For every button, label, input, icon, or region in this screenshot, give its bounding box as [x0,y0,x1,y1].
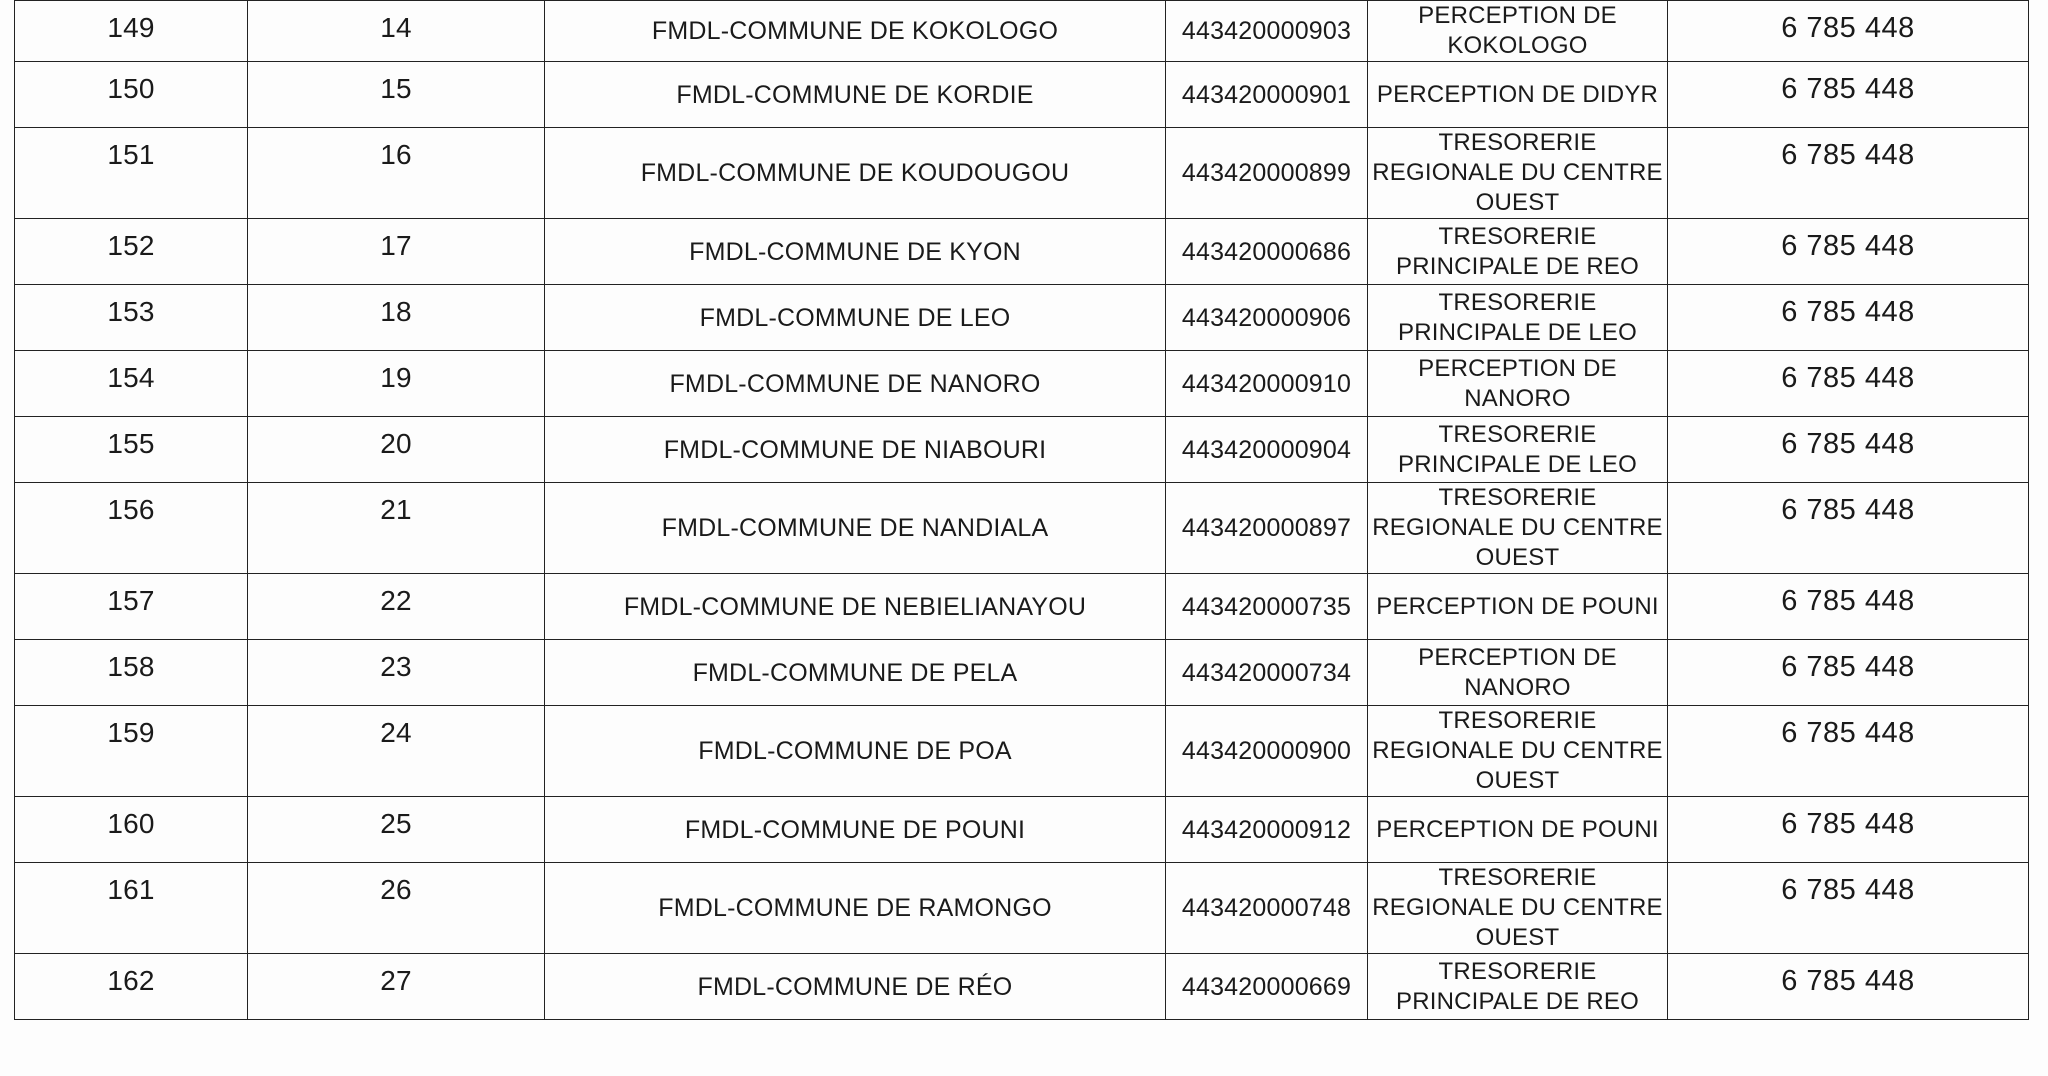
table-row [15,863,2029,954]
table-row [15,285,2029,351]
table-row [15,797,2029,863]
beneficiary-name-cell: FMDL-COMMUNE DE RAMONGO [545,863,1166,954]
order-number-cell: 26 [248,863,545,954]
table-row [15,128,2029,219]
account-number-cell: 443420000906 [1166,285,1368,351]
row-number-cell: 154 [15,351,248,417]
order-number-cell: 21 [248,483,545,574]
table-row [15,62,2029,128]
row-number-cell: 149 [15,1,248,62]
account-number-cell: 443420000910 [1166,351,1368,417]
row-number-cell: 152 [15,219,248,285]
table-row [15,640,2029,706]
row-number-cell: 161 [15,863,248,954]
amount-cell: 6 785 448 [1668,797,2029,863]
allocation-table [14,0,2029,1020]
beneficiary-name-cell: FMDL-COMMUNE DE POA [545,706,1166,797]
account-number-cell: 443420000903 [1166,1,1368,62]
order-number-cell: 23 [248,640,545,706]
account-number-cell: 443420000904 [1166,417,1368,483]
row-number-cell: 159 [15,706,248,797]
account-number-cell: 443420000735 [1166,574,1368,640]
table-row [15,574,2029,640]
amount-cell: 6 785 448 [1668,574,2029,640]
amount-cell: 6 785 448 [1668,128,2029,219]
amount-cell: 6 785 448 [1668,62,2029,128]
account-number-cell: 443420000669 [1166,954,1368,1020]
accounting-post-cell: TRESORERIE REGIONALE DU CENTRE OUEST [1368,128,1668,219]
accounting-post-cell: TRESORERIE REGIONALE DU CENTRE OUEST [1368,483,1668,574]
amount-cell: 6 785 448 [1668,706,2029,797]
amount-cell: 6 785 448 [1668,285,2029,351]
accounting-post-cell: TRESORERIE PRINCIPALE DE REO [1368,954,1668,1020]
row-number-cell: 151 [15,128,248,219]
accounting-post-cell: PERCEPTION DE NANORO [1368,640,1668,706]
order-number-cell: 18 [248,285,545,351]
table-row [15,417,2029,483]
accounting-post-cell: PERCEPTION DE POUNI [1368,797,1668,863]
accounting-post-cell: PERCEPTION DE DIDYR [1368,62,1668,128]
order-number-cell: 22 [248,574,545,640]
account-number-cell: 443420000897 [1166,483,1368,574]
order-number-cell: 17 [248,219,545,285]
row-number-cell: 158 [15,640,248,706]
account-number-cell: 443420000912 [1166,797,1368,863]
table-row [15,219,2029,285]
account-number-cell: 443420000899 [1166,128,1368,219]
account-number-cell: 443420000748 [1166,863,1368,954]
amount-cell: 6 785 448 [1668,417,2029,483]
beneficiary-name-cell: FMDL-COMMUNE DE RÉO [545,954,1166,1020]
beneficiary-name-cell: FMDL-COMMUNE DE NIABOURI [545,417,1166,483]
beneficiary-name-cell: FMDL-COMMUNE DE NANORO [545,351,1166,417]
amount-cell: 6 785 448 [1668,483,2029,574]
account-number-cell: 443420000686 [1166,219,1368,285]
amount-cell: 6 785 448 [1668,351,2029,417]
row-number-cell: 153 [15,285,248,351]
account-number-cell: 443420000734 [1166,640,1368,706]
table-row [15,954,2029,1020]
order-number-cell: 14 [248,1,545,62]
order-number-cell: 24 [248,706,545,797]
beneficiary-name-cell: FMDL-COMMUNE DE KOKOLOGO [545,1,1166,62]
beneficiary-name-cell: FMDL-COMMUNE DE NEBIELIANAYOU [545,574,1166,640]
accounting-post-cell: TRESORERIE REGIONALE DU CENTRE OUEST [1368,863,1668,954]
order-number-cell: 19 [248,351,545,417]
accounting-post-cell: PERCEPTION DE POUNI [1368,574,1668,640]
amount-cell: 6 785 448 [1668,954,2029,1020]
accounting-post-cell: TRESORERIE PRINCIPALE DE LEO [1368,417,1668,483]
accounting-post-cell: TRESORERIE PRINCIPALE DE LEO [1368,285,1668,351]
row-number-cell: 155 [15,417,248,483]
amount-cell: 6 785 448 [1668,219,2029,285]
beneficiary-name-cell: FMDL-COMMUNE DE KYON [545,219,1166,285]
row-number-cell: 160 [15,797,248,863]
row-number-cell: 157 [15,574,248,640]
account-number-cell: 443420000901 [1166,62,1368,128]
accounting-post-cell: TRESORERIE PRINCIPALE DE REO [1368,219,1668,285]
order-number-cell: 25 [248,797,545,863]
accounting-post-cell: PERCEPTION DE NANORO [1368,351,1668,417]
beneficiary-name-cell: FMDL-COMMUNE DE LEO [545,285,1166,351]
table-row [15,706,2029,797]
amount-cell: 6 785 448 [1668,863,2029,954]
table-row [15,351,2029,417]
order-number-cell: 16 [248,128,545,219]
amount-cell: 6 785 448 [1668,640,2029,706]
table-body [15,1,2029,1020]
account-number-cell: 443420000900 [1166,706,1368,797]
amount-cell: 6 785 448 [1668,1,2029,62]
row-number-cell: 162 [15,954,248,1020]
row-number-cell: 156 [15,483,248,574]
beneficiary-name-cell: FMDL-COMMUNE DE PELA [545,640,1166,706]
beneficiary-name-cell: FMDL-COMMUNE DE POUNI [545,797,1166,863]
accounting-post-cell: PERCEPTION DE KOKOLOGO [1368,1,1668,62]
order-number-cell: 20 [248,417,545,483]
table-row [15,1,2029,62]
order-number-cell: 27 [248,954,545,1020]
row-number-cell: 150 [15,62,248,128]
beneficiary-name-cell: FMDL-COMMUNE DE KORDIE [545,62,1166,128]
beneficiary-name-cell: FMDL-COMMUNE DE NANDIALA [545,483,1166,574]
beneficiary-name-cell: FMDL-COMMUNE DE KOUDOUGOU [545,128,1166,219]
accounting-post-cell: TRESORERIE REGIONALE DU CENTRE OUEST [1368,706,1668,797]
table-row [15,483,2029,574]
order-number-cell: 15 [248,62,545,128]
